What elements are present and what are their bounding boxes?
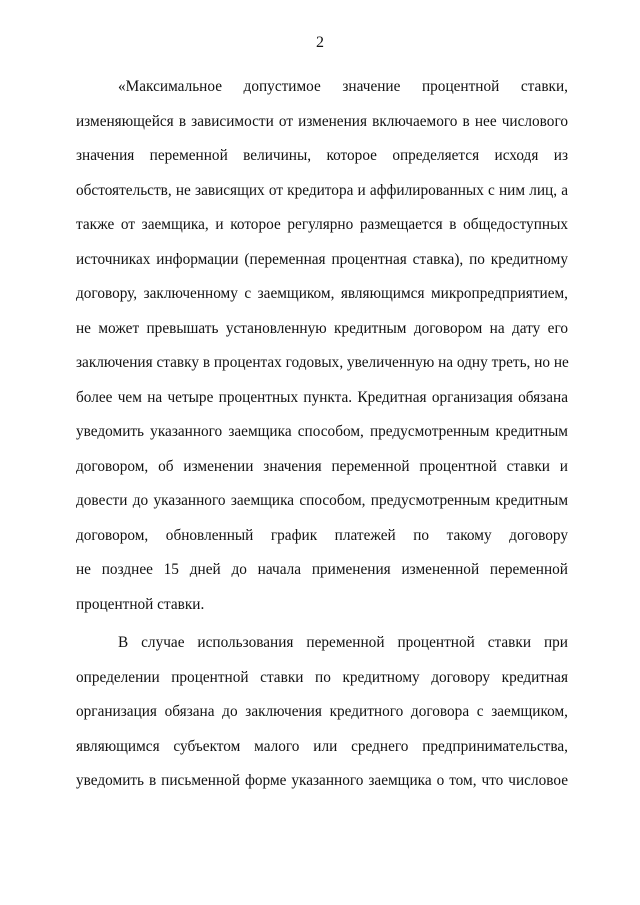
text-line: обстоятельств, не зависящих от кредитора и аффилированных с ним лиц, а <box>76 181 568 199</box>
text-line: процентной ставки. <box>76 595 205 613</box>
document-body <box>76 70 568 799</box>
text-line: более чем на четыре процентных пункта. Кредитная организация обязана <box>76 388 568 406</box>
paragraph-2 <box>76 626 568 799</box>
page-number: 2 <box>316 34 324 51</box>
text-line: «Максимальное допустимое значение процентной ставки, <box>118 78 568 95</box>
text-line: не позднее 15 дней до начала применения измененной переменной <box>76 561 568 578</box>
text-line: являющимся субъектом малого или среднего предпринимательства, <box>76 737 568 755</box>
text-line: уведомить указанного заемщика способом, предусмотренным кредитным <box>76 423 568 440</box>
text-line: договором, об изменении значения переменной процентной ставки и <box>76 457 568 475</box>
text-line: договором, обновленный график платежей по такому договору <box>76 526 568 544</box>
text-line: значения переменной величины, которое определяется исходя из <box>76 147 568 164</box>
text-line: изменяющейся в зависимости от изменения включаемого в нее числового <box>76 112 568 130</box>
text-line: уведомить в письменной форме указанного заемщика о том, что числовое <box>76 772 568 789</box>
text-line: определении процентной ставки по кредитному договору кредитная <box>76 668 568 686</box>
text-line: организация обязана до заключения кредитного договора с заемщиком, <box>76 703 568 720</box>
text-line: заключения ставку в процентах годовых, увеличенную на одну треть, но не <box>76 354 569 371</box>
text-line: также от заемщика, и которое регулярно размещается в общедоступных <box>76 216 568 233</box>
text-line: договору, заключенному с заемщиком, являющимся микропредприятием, <box>76 285 568 302</box>
text-line: не может превышать установленную кредитным договором на дату его <box>76 319 568 337</box>
text-line: довести до указанного заемщика способом, предусмотренным кредитным <box>76 492 568 509</box>
text-line: источниках информации (переменная процентная ставка), по кредитному <box>76 250 568 268</box>
paragraph-1 <box>76 70 568 622</box>
text-line: В случае использования переменной процентной ставки при <box>118 634 568 651</box>
